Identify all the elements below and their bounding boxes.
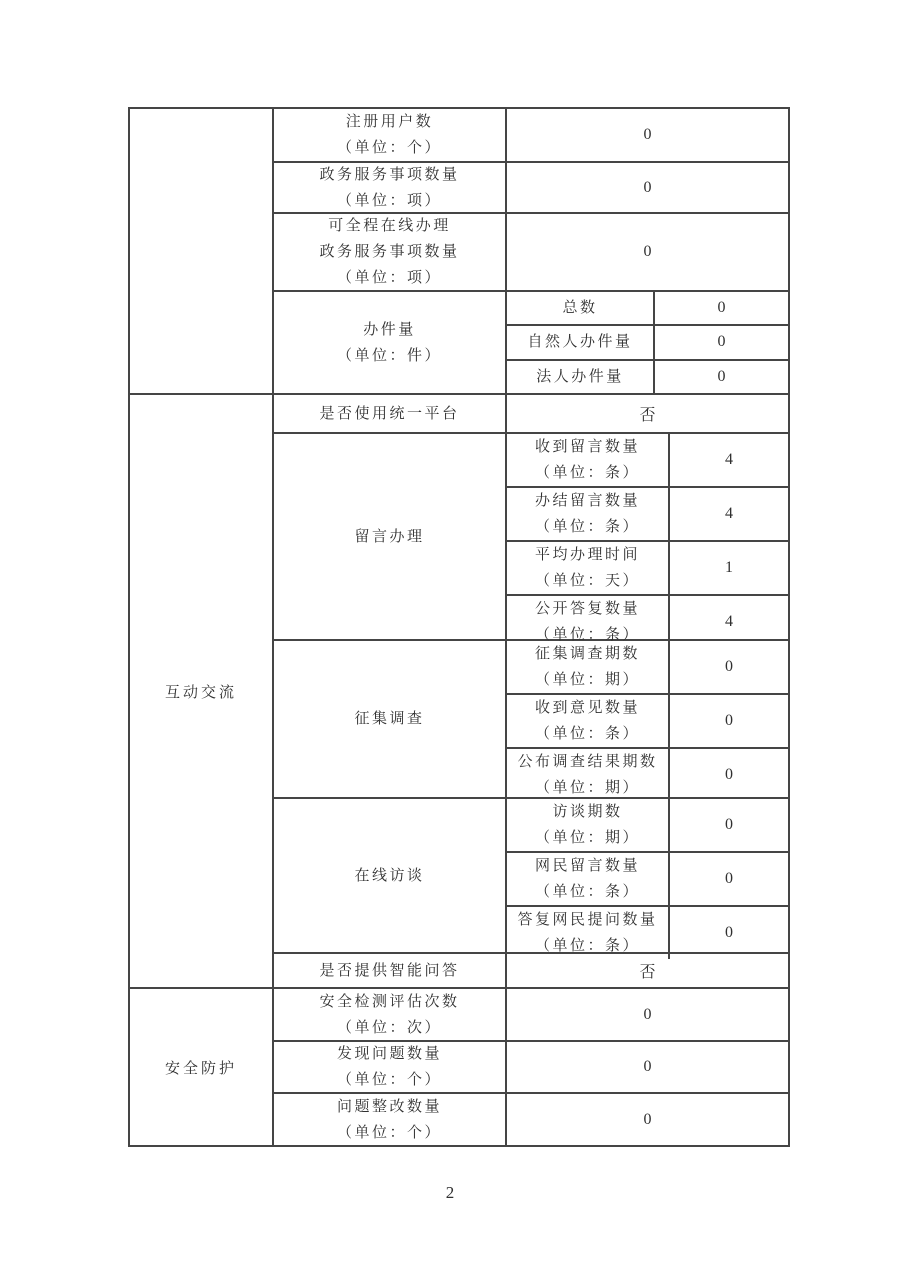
table-row-group xyxy=(274,641,788,799)
row-label-line: （单位：件） xyxy=(336,347,442,364)
subrow-label-line: （单位：期） xyxy=(534,780,640,796)
subrow-label-line: 访谈期数 xyxy=(552,804,623,820)
subrow-label xyxy=(507,641,670,693)
row-label-line: 问题整改数量 xyxy=(336,1098,442,1115)
subrow-label xyxy=(507,907,670,959)
subrow-value: 0 xyxy=(725,816,733,833)
subrow-label xyxy=(507,326,655,358)
row-label-line: 发现问题数量 xyxy=(336,1046,442,1062)
table-row xyxy=(274,1094,788,1145)
row-label xyxy=(274,641,507,797)
row-label-line: 留言办理 xyxy=(354,528,425,545)
row-label-line: （单位：项） xyxy=(336,192,442,209)
table-subrow xyxy=(507,542,788,596)
subrow-value: 0 xyxy=(717,367,726,385)
row-value: 0 xyxy=(643,1058,652,1075)
row-label-line: 可全程在线办理 xyxy=(328,218,451,234)
subrow-list xyxy=(507,799,788,952)
table-subrow xyxy=(507,488,788,542)
subrow-value: 4 xyxy=(725,505,733,522)
row-value: 0 xyxy=(643,1005,652,1023)
row-label-line: （单位：个） xyxy=(336,1124,442,1141)
row-label-line: 是否使用统一平台 xyxy=(319,405,460,422)
table-section-security xyxy=(130,989,788,1145)
subrow-label-line: 办结留言数量 xyxy=(534,493,640,509)
subrow-label-line: （单位：期） xyxy=(534,830,640,846)
row-label-line: （单位：项） xyxy=(336,270,442,286)
subrow-label-line: 总数 xyxy=(562,300,598,317)
table-subrow xyxy=(507,695,788,749)
row-label xyxy=(274,214,507,290)
subrow-label-line: （单位：条） xyxy=(534,519,640,535)
subrow-label-line: 答复网民提问数量 xyxy=(517,912,658,928)
annual-report-table xyxy=(128,107,790,1147)
row-label xyxy=(274,434,507,639)
subrow-label-line: 法人办件量 xyxy=(536,368,624,385)
subrow-list xyxy=(507,434,788,643)
table-subrow xyxy=(507,326,788,360)
row-label xyxy=(274,1094,507,1145)
subrow-value: 4 xyxy=(725,613,733,630)
table-section-online-services xyxy=(130,109,788,395)
row-label-line: （单位：个） xyxy=(336,1072,442,1088)
subrow-value: 0 xyxy=(717,333,726,351)
subrow-label xyxy=(507,853,670,905)
subrow-list xyxy=(507,292,788,393)
table-row xyxy=(274,214,788,292)
table-subrow xyxy=(507,292,788,326)
table-subrow xyxy=(507,361,788,393)
subrow-value: 0 xyxy=(725,712,733,729)
section-rows xyxy=(274,109,788,393)
subrow-label-line: 自然人办件量 xyxy=(527,334,633,351)
table-row xyxy=(274,954,788,987)
subrow-value: 0 xyxy=(725,924,733,941)
row-label xyxy=(274,163,507,212)
subrow-label xyxy=(507,695,670,747)
subrow-label-line: 征集调查期数 xyxy=(534,646,640,662)
table-subrow xyxy=(507,641,788,695)
subrow-label xyxy=(507,488,670,540)
table-subrow xyxy=(507,749,788,801)
subrow-label-line: 收到意见数量 xyxy=(534,700,640,716)
section-rows xyxy=(274,395,788,987)
subrow-value: 0 xyxy=(717,299,726,317)
table-row-group xyxy=(274,292,788,393)
row-label-line: 注册用户数 xyxy=(345,114,434,130)
subrow-label-line: （单位：条） xyxy=(534,627,640,643)
row-value: 否 xyxy=(639,407,656,424)
section-rows xyxy=(274,989,788,1145)
subrow-label xyxy=(507,749,670,801)
subrow-label xyxy=(507,292,655,324)
subrow-label-line: （单位：条） xyxy=(534,938,640,954)
row-label-line: 办件量 xyxy=(363,321,416,338)
subrow-label-line: （单位：条） xyxy=(534,884,640,900)
row-label-line: 征集调查 xyxy=(354,711,425,727)
subrow-value: 1 xyxy=(725,559,733,576)
subrow-value: 0 xyxy=(725,766,733,783)
subrow-label-line: （单位：期） xyxy=(534,672,640,688)
table-row-group xyxy=(274,799,788,954)
section-category-cell xyxy=(130,109,274,393)
row-label xyxy=(274,292,507,393)
row-label-line: 政务服务事项数量 xyxy=(319,166,460,183)
row-value: 0 xyxy=(643,126,652,143)
table-subrow xyxy=(507,907,788,959)
row-label xyxy=(274,799,507,952)
row-value: 0 xyxy=(643,1110,652,1128)
row-value: 0 xyxy=(643,243,652,260)
row-label xyxy=(274,395,507,432)
row-value: 0 xyxy=(643,178,652,196)
table-subrow xyxy=(507,799,788,853)
table-row xyxy=(274,989,788,1042)
page-number: 2 xyxy=(445,1183,455,1202)
subrow-list xyxy=(507,641,788,797)
section-category-cell: 安全防护 xyxy=(130,989,274,1145)
row-label-line: 在线访谈 xyxy=(354,867,425,884)
subrow-label-line: 平均办理时间 xyxy=(534,547,640,563)
row-label xyxy=(274,989,507,1040)
subrow-value: 4 xyxy=(725,451,733,468)
row-label-line: 是否提供智能问答 xyxy=(319,962,460,979)
table-subrow xyxy=(507,434,788,488)
subrow-value: 0 xyxy=(725,658,733,675)
row-label xyxy=(274,109,507,161)
row-label xyxy=(274,954,507,987)
subrow-label-line: 收到留言数量 xyxy=(534,439,640,455)
subrow-label-line: （单位：条） xyxy=(534,726,640,742)
subrow-label xyxy=(507,542,670,594)
subrow-label xyxy=(507,799,670,851)
table-row xyxy=(274,395,788,434)
subrow-label-line: 网民留言数量 xyxy=(534,858,640,874)
row-label-line: 政务服务事项数量 xyxy=(319,244,460,260)
row-label-line: （单位：个） xyxy=(336,140,442,156)
subrow-label xyxy=(507,434,670,486)
subrow-label-line: 公布调查结果期数 xyxy=(517,754,658,770)
table-section-interaction xyxy=(130,395,788,989)
subrow-label xyxy=(507,361,655,393)
table-subrow xyxy=(507,853,788,907)
section-category-cell: 互动交流 xyxy=(130,395,274,987)
row-label xyxy=(274,1042,507,1092)
row-value: 否 xyxy=(639,964,656,981)
table-row xyxy=(274,163,788,214)
subrow-label-line: 公开答复数量 xyxy=(534,601,640,617)
subrow-value: 0 xyxy=(725,870,733,887)
table-row xyxy=(274,109,788,163)
row-label-line: （单位：次） xyxy=(336,1019,442,1036)
table-row-group xyxy=(274,434,788,641)
row-label-line: 安全检测评估次数 xyxy=(319,993,460,1010)
subrow-label-line: （单位：条） xyxy=(534,465,640,481)
subrow-label-line: （单位：天） xyxy=(534,573,640,589)
table-row xyxy=(274,1042,788,1094)
